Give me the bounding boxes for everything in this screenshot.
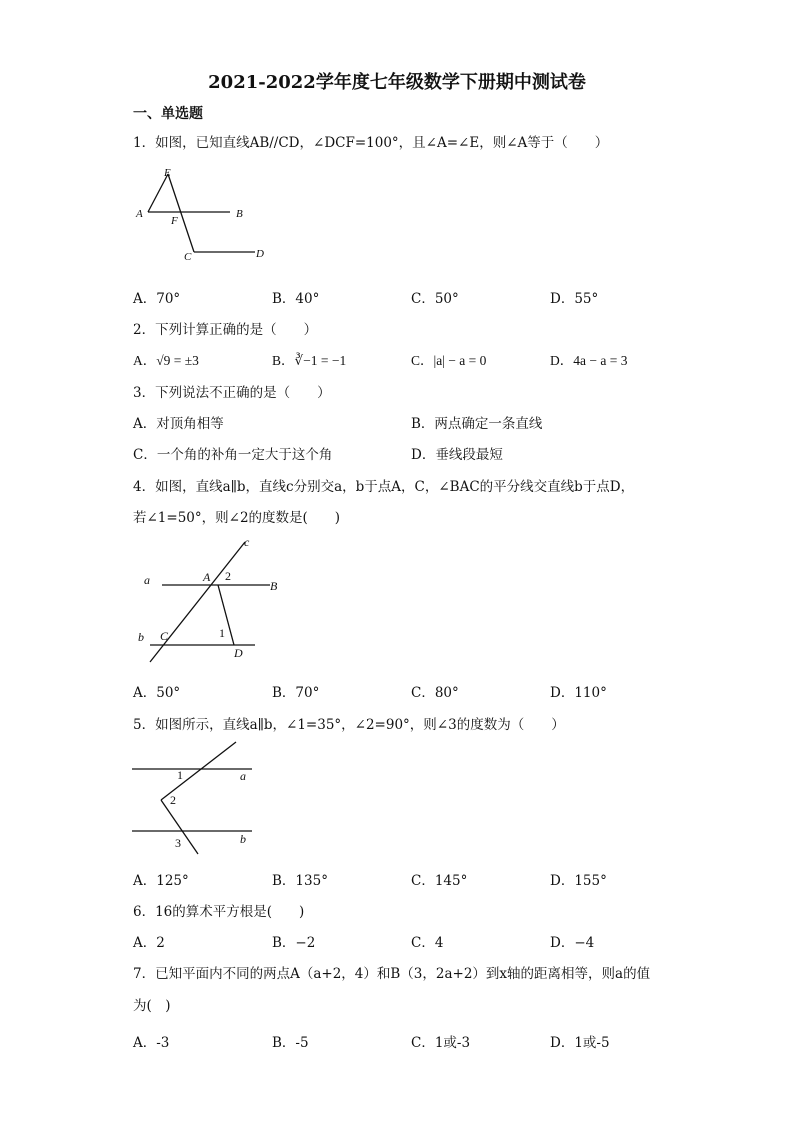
question-6-stem: 6．16的算术平方根是( ): [133, 904, 305, 920]
q4-option-b[interactable]: B．70°: [272, 685, 320, 701]
label-c-line: c: [244, 535, 250, 549]
q5-option-c[interactable]: C．145°: [411, 873, 468, 889]
segment-ae: [148, 174, 168, 212]
label-point-c: C: [160, 629, 169, 643]
question-5-figure: [130, 738, 260, 860]
label-b-line: b: [240, 832, 246, 846]
q1-option-b[interactable]: B．40°: [272, 291, 320, 307]
line-c: [150, 542, 245, 662]
transversal-upper: [161, 742, 236, 800]
q3-option-c[interactable]: C．一个角的补角一定大于这个角: [133, 447, 333, 463]
q6-option-c[interactable]: C．4: [411, 935, 444, 951]
question-2-stem: 2．下列计算正确的是（ ）: [133, 322, 318, 338]
question-4-stem-line2: 若∠1=50°，则∠2的度数是( ): [133, 510, 341, 526]
question-1-figure: [130, 162, 280, 267]
label-a-line: a: [144, 573, 150, 587]
segment-ec: [168, 174, 194, 252]
label-angle-1: 1: [219, 626, 225, 640]
q3-option-b[interactable]: B．两点确定一条直线: [411, 416, 543, 432]
q3-option-a[interactable]: A．对顶角相等: [133, 416, 224, 432]
label-angle-1: 1: [177, 768, 183, 782]
section-heading: 一、单选题: [133, 106, 203, 122]
label-d: D: [256, 248, 264, 260]
q1-option-a[interactable]: A．70°: [133, 291, 181, 307]
label-a-line: a: [240, 769, 246, 783]
q2-option-b[interactable]: B．∛−1 = −1: [272, 353, 347, 368]
q5-option-b[interactable]: B．135°: [272, 873, 328, 889]
q7-option-b[interactable]: B．-5: [272, 1035, 309, 1051]
q5-option-d[interactable]: D．155°: [550, 873, 607, 889]
label-point-a: A: [203, 570, 211, 584]
label-angle-3: 3: [175, 836, 181, 850]
label-a: A: [136, 208, 143, 220]
label-point-b: B: [270, 579, 278, 593]
question-4-figure: [130, 532, 290, 664]
question-5-stem: 5．如图所示，直线a∥b，∠1=35°，∠2=90°，则∠3的度数为（ ）: [133, 717, 565, 733]
q6-option-d[interactable]: D．−4: [550, 935, 595, 951]
label-b: B: [236, 208, 243, 220]
page-title: 2021-2022学年度七年级数学下册期中测试卷: [208, 72, 586, 93]
q6-option-b[interactable]: B．−2: [272, 935, 316, 951]
q5-option-a[interactable]: A．125°: [133, 873, 189, 889]
q3-option-d[interactable]: D．垂线段最短: [411, 447, 503, 463]
label-b-line: b: [138, 630, 144, 644]
q2-option-c[interactable]: C．|a| − a = 0: [411, 353, 487, 368]
label-angle-2: 2: [170, 793, 176, 807]
label-f: F: [171, 215, 178, 227]
label-e: E: [164, 167, 171, 179]
q7-option-d[interactable]: D．1或-5: [550, 1035, 610, 1051]
q2-option-d[interactable]: D．4a − a = 3: [550, 353, 628, 368]
q4-option-c[interactable]: C．80°: [411, 685, 459, 701]
label-angle-2: 2: [225, 569, 231, 583]
question-1-stem: 1．如图，已知直线AB//CD，∠DCF=100°，且∠A=∠E，则∠A等于（ ）: [133, 135, 609, 151]
q1-option-c[interactable]: C．50°: [411, 291, 459, 307]
question-4-stem-line1: 4．如图，直线a∥b，直线c分别交a，b于点A，C，∠BAC的平分线交直线b于点D，: [133, 479, 635, 495]
label-point-d: D: [234, 646, 243, 660]
q4-option-a[interactable]: A．50°: [133, 685, 181, 701]
q7-option-a[interactable]: A．-3: [133, 1035, 170, 1051]
question-3-stem: 3．下列说法不正确的是（ ）: [133, 385, 331, 401]
question-7-stem-line2: 为( ): [133, 998, 171, 1014]
q4-option-d[interactable]: D．110°: [550, 685, 607, 701]
q7-option-c[interactable]: C．1或-3: [411, 1035, 471, 1051]
q2-option-a[interactable]: A．√9 = ±3: [133, 353, 199, 368]
q1-option-d[interactable]: D．55°: [550, 291, 599, 307]
label-c: C: [184, 251, 192, 263]
q6-option-a[interactable]: A．2: [133, 935, 165, 951]
question-7-stem-line1: 7．已知平面内不同的两点A（a+2，4）和B（3，2a+2）到x轴的距离相等，则a的值: [133, 966, 651, 982]
